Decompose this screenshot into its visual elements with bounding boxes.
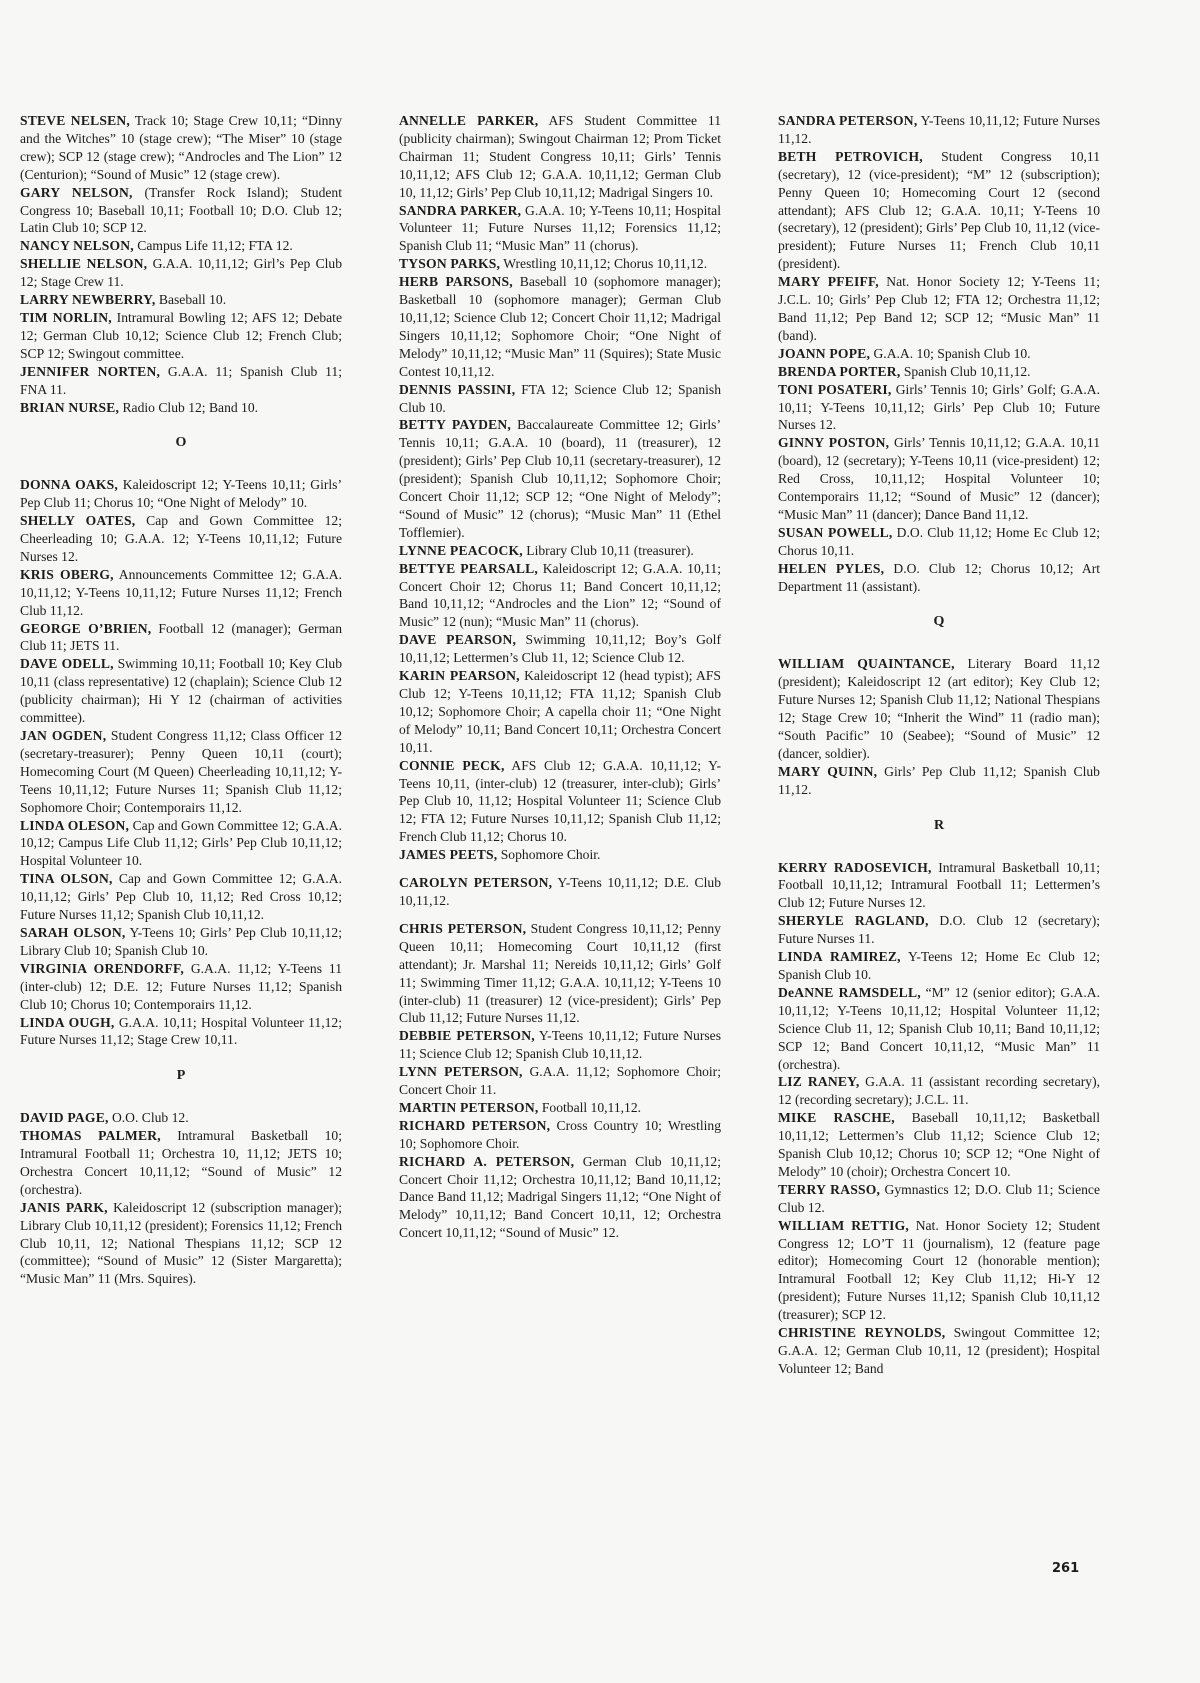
student-name: DeANNE RAMSDELL,	[778, 984, 921, 1000]
student-name: TYSON PARKS,	[399, 256, 501, 272]
student-name: MARTIN PETERSON,	[399, 1099, 539, 1115]
student-entry	[399, 920, 721, 1027]
student-name: KRIS OBERG,	[20, 566, 114, 582]
student-entry	[778, 984, 1100, 1074]
student-activities: FTA 12; Science Club 12; Spanish Club 10.	[399, 381, 721, 415]
student-activities: Radio Club 12; Band 10.	[119, 399, 259, 415]
student-entry	[778, 948, 1100, 984]
student-name: LINDA OLESON,	[20, 817, 130, 833]
student-name: SANDRA PETERSON,	[778, 113, 918, 128]
student-entry	[778, 560, 1100, 596]
student-activities: Cap and Gown Committee 12; G.A.A. 10,11,12; Girls’ Pep Club 10, 11,12; Red Cross 10,12; Future Nurses 11,12; Spanish Club 10,11,12.	[20, 871, 342, 923]
student-entry	[20, 112, 342, 184]
student-name: RICHARD A. PETERSON,	[399, 1153, 575, 1169]
student-entry	[399, 1027, 721, 1063]
student-activities: D.O. Club 12; Chorus 10,12; Art Department 11 (assistant).	[778, 560, 1101, 594]
student-activities: Cross Country 10; Wrestling 10; Sophomore Choir.	[399, 1117, 722, 1151]
student-entry	[399, 112, 721, 202]
student-entry	[399, 757, 721, 847]
student-entry	[20, 1014, 342, 1050]
student-activities: Track 10; Stage Crew 10,11; “Dinny and the Witches” 10 (stage crew); “The Miser” 10 (stage crew); SCP 12 (stage crew); “Androcles and The Lion” 12 (Centurion); “Sound of Music” 12 (stage crew).	[20, 113, 342, 182]
student-entry	[778, 363, 1100, 381]
student-name: BRIAN NURSE,	[20, 399, 120, 415]
student-entry	[20, 476, 342, 512]
student-name: LYNN PETERSON,	[399, 1064, 523, 1080]
student-name: LINDA OUGH,	[20, 1014, 115, 1030]
student-name: NANCY NELSON,	[20, 238, 134, 254]
student-name: JENNIFER NORTEN,	[20, 363, 161, 379]
student-entry	[399, 874, 721, 910]
student-activities: Football 12 (manager); German Club 11; JETS 11.	[20, 620, 342, 654]
student-entry	[399, 542, 721, 560]
student-entry	[20, 727, 342, 817]
student-entry	[20, 184, 342, 238]
student-name: WILLIAM RETTIG,	[778, 1217, 909, 1233]
student-activities: Kaleidoscript 12; Y-Teens 10,11; Girls’ Pep Club 11; Chorus 10; “One Night of Melody” 10.	[20, 477, 342, 511]
student-activities: Announcements Committee 12; G.A.A. 10,11,12; Y-Teens 10,11,12; Future Nurses 11,12; French Club 11,12.	[20, 566, 342, 618]
student-activities: G.A.A. 10; Spanish Club 10.	[870, 345, 1031, 361]
student-name: MIKE RASCHE,	[778, 1110, 895, 1126]
student-name: SANDRA PARKER,	[399, 202, 522, 218]
section-letter-heading: R	[933, 817, 945, 833]
student-entry	[20, 870, 342, 924]
student-entry	[20, 960, 342, 1014]
student-name: DAVID PAGE,	[20, 1110, 109, 1126]
student-name: MARY PFEIFF,	[778, 274, 879, 290]
student-entry	[20, 363, 342, 399]
student-name: HELEN PYLES,	[778, 560, 885, 576]
student-activities: Girls’ Tennis 10,11,12; G.A.A. 10,11 (board), 12 (secretary); Y-Teens 10,11 (vice-president) 12; Red Cross, 10,11,12; Hospital Volunteer 10; Contemporairs 11,12; “Sound of Music” 12 (dancer); “Music Man” 11 (dancer); Dance Band 11,12.	[778, 435, 1100, 522]
student-name: BRENDA PORTER,	[778, 363, 901, 379]
student-name: MARY QUINN,	[778, 763, 878, 779]
student-entry	[20, 399, 342, 417]
student-entry	[778, 148, 1100, 273]
student-activities: D.O. Club 11,12; Home Ec Club 12; Chorus 10,11.	[778, 524, 1100, 558]
student-name: KARIN PEARSON,	[399, 668, 520, 684]
student-activities: Cap and Gown Committee 12; G.A.A. 10,12; Campus Life Club 11,12; Girls’ Pep Club 10,11,12; Hospital Volunteer 10.	[20, 817, 342, 869]
student-entry	[399, 1063, 721, 1099]
student-name: CHRIS PETERSON,	[399, 920, 527, 936]
student-entry	[20, 1109, 342, 1127]
student-entry	[20, 512, 342, 566]
student-entry	[778, 1073, 1100, 1109]
student-name: BETTYE PEARSALL,	[399, 560, 538, 576]
student-activities: Campus Life 11,12; FTA 12.	[133, 238, 293, 254]
student-name: LARRY NEWBERRY,	[20, 292, 156, 308]
student-name: BETH PETROVICH,	[778, 148, 923, 164]
student-activities: Intramural Bowling 12; AFS 12; Debate 12; German Club 10,12; Science Club 12; French Club; SCP 12; Swingout committee.	[20, 309, 342, 361]
student-name: WILLIAM QUAINTANCE,	[778, 656, 955, 672]
student-activities: Girls’ Tennis 10; Girls’ Golf; G.A.A. 10,11; Y-Teens 10,11,12; Girls’ Pep Club 10; Future Nurses 12.	[778, 381, 1100, 433]
student-activities: Y-Teens 10; Girls’ Pep Club 10,11,12; Library Club 10; Spanish Club 10.	[20, 924, 343, 958]
student-activities: German Club 10,11,12; Concert Choir 11,12; Orchestra 10,11,12; Band 10,11,12; Dance Band 11,12; Madrigal Singers 11,12; “One Night of Melody” 10,11,12; Band Concert 10,11, 12; Orchestra Concert 10,11,12; “Sound of Music” 12.	[399, 1153, 721, 1241]
student-activities: O.O. Club 12.	[108, 1110, 189, 1126]
student-name: GARY NELSON,	[20, 184, 133, 200]
student-entry	[778, 912, 1100, 948]
student-entry	[20, 566, 342, 620]
student-activities: G.A.A. 11 (assistant recording secretary), 12 (recording secretary); J.C.L. 11.	[778, 1074, 1100, 1108]
column-left	[20, 112, 342, 1378]
student-name: SHERYLE RAGLAND,	[778, 913, 929, 929]
student-entry	[20, 255, 342, 291]
student-activities: Gymnastics 12; D.O. Club 11; Science Club 12.	[778, 1181, 1100, 1215]
student-activities: Y-Teens 10,11,12; Future Nurses 11; Science Club 12; Spanish Club 10,11,12.	[399, 1028, 721, 1062]
student-activities: Baseball 10 (sophomore manager); Basketball 10 (sophomore manager); German Club 10,11,12; Science Club 12; Concert Choir 11,12; Madrigal Singers 10,11,12; Sophomore Choir; “One Night of Melody” 10,11,12; “Music Man” 11 (Squires); State Music Contest 10,11,12.	[399, 274, 721, 379]
student-entry	[399, 255, 721, 273]
student-entry	[778, 345, 1100, 363]
student-activities: Y-Teens 10,11,12; Future Nurses 11,12.	[778, 113, 1101, 146]
student-entry	[778, 1109, 1100, 1181]
student-activities: Swimming 10,11; Football 10; Key Club 10,11 (class representative) 12 (chaplain); Science Club 12 (publicity chairman); Hi Y 12 (chairman of activities committee).	[20, 656, 342, 726]
student-entry	[20, 1199, 342, 1289]
student-entry	[399, 273, 721, 380]
student-entry	[20, 817, 342, 871]
student-entry	[20, 1127, 342, 1199]
student-name: BETTY PAYDEN,	[399, 417, 512, 433]
student-name: CAROLYN PETERSON,	[399, 875, 553, 891]
student-activities: AFS Student Committee 11 (publicity chairman); Swingout Chairman 12; Prom Ticket Chairman 11; Student Congress 10,11; Girls’ Tennis 10,11,12; AFS Club 12; G.A.A. 10,11,12; German Club 10, 11,12; Girls’ Pep Club 10,11,12; Madrigal Singers 10.	[399, 113, 721, 200]
student-name: DENNIS PASSINI,	[399, 381, 516, 397]
student-activities: Student Congress 10,11 (secretary), 12 (vice-president); “M” 12 (subscription); Penny Queen 10; Homecoming Court 12 (second attendant); AFS Club 12; G.A.A. 10,11; Y-Teens 10 (secretary), 12 (president); Girls’ Pep Club 10, 11,12 (vice-president); Future Nurses 11; French Club 10,11 (president).	[778, 148, 1100, 272]
student-entry	[778, 524, 1100, 560]
student-name: LIZ RANEY,	[778, 1074, 860, 1090]
student-activities: Y-Teens 12; Home Ec Club 12; Spanish Club 10.	[778, 949, 1100, 982]
student-activities: G.A.A. 10,11; Hospital Volunteer 11,12; Future Nurses 11,12; Stage Crew 10,11.	[20, 1014, 342, 1048]
student-activities: G.A.A. 10,11,12; Girl’s Pep Club 12; Stage Crew 11.	[20, 256, 343, 290]
student-activities: Cap and Gown Committee 12; Cheerleading 10; G.A.A. 12; Y-Teens 10,11,12; Future Nurses 12.	[20, 513, 342, 564]
student-name: TINA OLSON,	[20, 871, 113, 887]
student-entry	[399, 1099, 721, 1117]
student-name: JANIS PARK,	[20, 1199, 108, 1215]
student-name: JAN OGDEN,	[20, 728, 107, 743]
student-name: KERRY RADOSEVICH,	[778, 859, 932, 875]
student-entry	[20, 237, 342, 255]
student-activities: Kaleidoscript 12; G.A.A. 10,11; Concert Choir 12; Chorus 11; Band Concert 10,11,12; Band 10,11,12; “Androcles and the Lion” 12; “Sound of Music” 12 (nun); “Music Man” 11 (chorus).	[399, 560, 722, 630]
student-name: STEVE NELSEN,	[20, 113, 130, 128]
student-name: TONI POSATERI,	[778, 381, 892, 397]
student-activities: Girls’ Pep Club 11,12; Spanish Club 11,12.	[778, 763, 1100, 797]
student-name: SHELLIE NELSON,	[20, 256, 148, 272]
student-activities: Baseball 10,11,12; Basketball 10,11,12; Lettermen’s Club 11,12; Science Club 12; Spanish Club 10,12; Chorus 10; SCP 12; “One Night of Melody” 10 (choir); Orchestra Concert 10.	[778, 1110, 1100, 1179]
student-name: SHELLY OATES,	[20, 513, 136, 529]
student-name: SARAH OLSON,	[20, 924, 126, 940]
student-entry	[399, 416, 721, 541]
student-activities: Swingout Committee 12; G.A.A. 12; German Club 10,11, 12 (president); Hospital Volunteer 12; Band	[778, 1325, 1101, 1376]
student-entry	[399, 631, 721, 667]
student-activities: Wrestling 10,11,12; Chorus 10,11,12.	[500, 256, 708, 272]
student-activities: Nat. Honor Society 12; Y-Teens 11; J.C.L. 10; Girls’ Pep Club 12; FTA 12; Orchestra 11,12; Band 11,12; Pep Band 12; SCP 12; “Music Man” 11 (band).	[778, 274, 1100, 343]
student-name: VIRGINIA ORENDORFF,	[20, 960, 184, 976]
student-entry	[399, 560, 721, 632]
student-entry	[778, 655, 1100, 762]
student-name: RICHARD PETERSON,	[399, 1117, 551, 1133]
column-right	[778, 112, 1100, 1378]
student-activities: Nat. Honor Society 12; Student Congress 12; LO’T 11 (journalism), 12 (feature page editor); Homecoming Court 12 (honorable mention); Intramural Football 12; Key Club 11,12; Hi-Y 12 (president); Future Nurses 11,12; Spanish Club 10,11,12 (treasurer); SCP 12.	[778, 1217, 1101, 1323]
student-activities: Y-Teens 10,11,12; D.E. Club 10,11,12.	[399, 875, 721, 908]
student-activities: Kaleidoscript 12 (head typist); AFS Club 12; Y-Teens 10,11,12; FTA 11,12; Spanish Club 10,12; Sophomore Choir; A capella choir 11; “One Night of Melody” 10,11; Band Concert 10,11; Orchestra Concert 10,11.	[399, 668, 721, 755]
student-entry	[778, 1324, 1100, 1378]
student-entry	[778, 1181, 1100, 1217]
yearbook-page	[20, 112, 1100, 1378]
student-activities: Library Club 10,11 (treasurer).	[522, 542, 694, 558]
student-activities: Student Congress 10,11,12; Penny Queen 10,11; Homecoming Court 10,11,12 (first attendant); Jr. Marshal 11; Nereids 10,11,12; Girls’ Golf 11; Swimming Timer 11,12; G.A.A. 10,11,12; Y-Teens 10 (inter-club) 11 (treasurer) 12 (vice-president); Girls’ Pep Club 11,12; Future Nurses 11,12.	[399, 920, 721, 1026]
student-activities: D.O. Club 12 (secretary); Future Nurses 11.	[778, 913, 1100, 947]
student-entry	[20, 655, 342, 727]
student-activities: G.A.A. 11,12; Y-Teens 11 (inter-club) 12; D.E. 12; Future Nurses 11,12; Spanish Club 10; Chorus 10; Contemporairs 11,12.	[20, 960, 342, 1012]
column-middle	[399, 112, 721, 1378]
student-activities: “M” 12 (senior editor); G.A.A. 10,11,12; Y-Teens 10,11,12; Hospital Volunteer 11,12; Science Club 11, 12; Spanish Club 10,11; Band 10,11,12; SCP 12; Band Concert 10,11,12, “Music Man” 11 (orchestra).	[778, 984, 1100, 1072]
student-activities: Student Congress 11,12; Class Officer 12 (secretary-treasurer); Penny Queen 10,11 (court); Homecoming Court (M Queen) Cheerleading 10,11,12; Y-Teens 10,11,12; Future Nurses 11; Spanish Club 11,12; Sophomore Choir; Contemporairs 11,12.	[20, 728, 343, 815]
student-name: GINNY POSTON,	[778, 435, 890, 451]
student-entry	[778, 1217, 1100, 1324]
student-activities: Swimming 10,11,12; Boy’s Golf 10,11,12; Lettermen’s Club 11, 12; Science Club 12.	[399, 632, 721, 666]
student-name: LYNNE PEACOCK,	[399, 542, 523, 558]
student-entry	[778, 381, 1100, 435]
student-name: JOANN POPE,	[778, 345, 871, 361]
section-letter-heading: O	[175, 435, 187, 451]
student-name: DAVE PEARSON,	[399, 632, 517, 648]
section-letter-heading: Q	[933, 614, 945, 630]
student-activities: Baseball 10.	[155, 292, 227, 308]
student-name: THOMAS PALMER,	[20, 1128, 161, 1144]
student-activities: Baccalaureate Committee 12; Girls’ Tennis 10,11; G.A.A. 10 (board), 11 (treasurer), 12 (president); Girls’ Pep Club 10,11 (secretary-treasurer), 12 (president); Spanish Club 10,11,12; Sophomore Choir; Concert Choir 11,12; SCP 12; “One Night of Melody”; “Sound of Music” 12 (chorus); “Music Man” 11 (Ethel Tofflemier).	[399, 417, 721, 540]
student-name: LINDA RAMIREZ,	[778, 949, 901, 965]
student-activities: G.A.A. 11; Spanish Club 11; FNA 11.	[20, 363, 343, 397]
student-activities: Intramural Basketball 10,11; Football 10,11,12; Intramural Football 11; Lettermen’s Club 12; Future Nurses 12.	[778, 859, 1100, 911]
student-name: SUSAN POWELL,	[778, 524, 893, 540]
student-name: CHRISTINE REYNOLDS,	[778, 1325, 946, 1341]
student-activities: AFS Club 12; G.A.A. 10,11,12; Y-Teens 10,11, (inter-club) 12 (treasurer, inter-club); Girls’ Pep Club 10, 11,12; Hospital Volunteer 11; Science Club 12; FTA 12; Future Nurses 10,11,12; Spanish Club 11,12; French Club 11,12; Chorus 10.	[399, 757, 721, 845]
student-entry	[20, 291, 342, 309]
student-entry	[20, 620, 342, 656]
student-name: HERB PARSONS,	[399, 274, 513, 290]
student-activities: Kaleidoscript 12 (subscription manager); Library Club 10,11,12 (president); Forensics 11,12; French Club 10,11, 12; National Thespians 11,12; SCP 12 (committee); “Sound of Music” 12 (Sister Margaretta); “Music Man” 11 (Mrs. Squires).	[20, 1199, 342, 1287]
student-activities: Football 10,11,12.	[538, 1099, 642, 1115]
student-entry	[20, 924, 342, 960]
student-name: GEORGE O’BRIEN,	[20, 620, 152, 636]
student-entry	[399, 202, 721, 256]
student-name: DONNA OAKS,	[20, 477, 119, 493]
student-entry	[399, 667, 721, 757]
student-entry	[778, 434, 1100, 524]
student-activities: Sophomore Choir.	[497, 847, 601, 863]
section-letter-heading: P	[176, 1068, 186, 1084]
student-name: TIM NORLIN,	[20, 309, 112, 325]
student-entry	[778, 763, 1100, 799]
student-activities: G.A.A. 11,12; Sophomore Choir; Concert Choir 11.	[399, 1064, 721, 1098]
student-activities: Spanish Club 10,11,12.	[900, 363, 1031, 379]
student-entry	[778, 273, 1100, 345]
student-activities: (Transfer Rock Island); Student Congress 10; Baseball 10,11; Football 10; D.O. Club 12; Latin Club 10; SCP 12.	[20, 184, 342, 236]
student-entry	[399, 846, 721, 864]
student-name: TERRY RASSO,	[778, 1181, 881, 1197]
student-name: DAVE ODELL,	[20, 656, 114, 672]
student-name: ANNELLE PARKER,	[399, 113, 539, 128]
student-name: JAMES PEETS,	[399, 847, 498, 863]
student-entry	[399, 1117, 721, 1153]
page-number: 261	[1052, 1561, 1080, 1576]
student-name: CONNIE PECK,	[399, 757, 505, 773]
student-entry	[778, 112, 1100, 148]
student-entry	[399, 1153, 721, 1243]
student-name: DEBBIE PETERSON,	[399, 1028, 535, 1044]
student-entry	[778, 859, 1100, 913]
student-activities: Literary Board 11,12 (president); Kaleidoscript 12 (art editor); Key Club 12; Future Nurses 12; Spanish Club 11,12; National Thespians 12; Stage Crew 10; “Inherit the Wind” 11 (radio man); “South Pacific” 10 (Seabee); “Sound of Music” 12 (dancer, soldier).	[778, 656, 1100, 761]
student-entry	[20, 309, 342, 363]
student-activities: G.A.A. 10; Y-Teens 10,11; Hospital Volunteer 11; Future Nurses 11,12; Forensics 11,12; Spanish Club 11; “Music Man” 11 (chorus).	[399, 202, 721, 254]
student-activities: Intramural Basketball 10; Intramural Football 11; Orchestra 10, 11,12; JETS 10; Orchestra Concert 10,11,12; “Sound of Music” 12 (orchestra).	[20, 1128, 342, 1197]
student-entry	[399, 381, 721, 417]
